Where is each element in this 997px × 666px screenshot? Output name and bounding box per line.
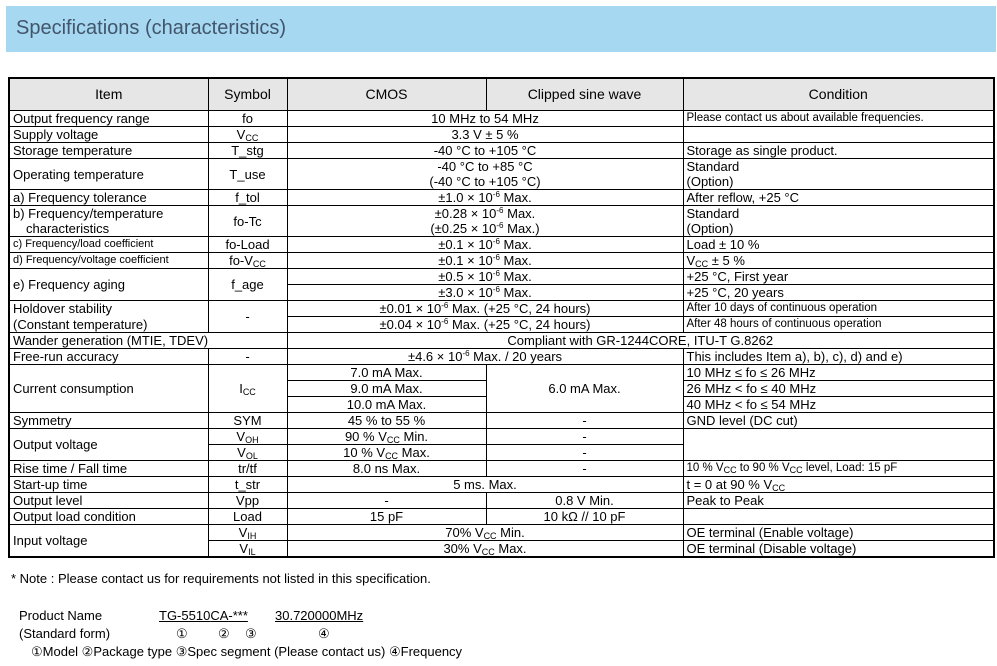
condition-suffix: level, Load: 15 pF <box>802 462 898 474</box>
symbol-cell: Load <box>208 509 287 525</box>
condition-cell <box>683 429 994 461</box>
value-text: ±0.5 × 10 <box>438 269 493 284</box>
value-cell <box>287 206 683 222</box>
symbol-cell: SYM <box>208 413 287 429</box>
value-suffix: Max. <box>494 541 527 556</box>
value-text: ±0.1 × 10 <box>438 237 493 252</box>
value-exponent: -6 <box>441 317 449 326</box>
value-text: ±3.0 × 10 <box>438 285 493 300</box>
condition-cell: (Option) <box>683 221 994 237</box>
condition-suffix: ± 5 % <box>708 253 745 268</box>
value-subscript: CC <box>385 451 399 461</box>
symbol-cell <box>208 429 287 445</box>
symbol-subscript: CC <box>245 133 259 143</box>
value-cell: -40 °C to +105 °C <box>287 143 683 159</box>
table-row <box>9 333 994 349</box>
value-exponent: -6 <box>492 269 500 278</box>
symbol-text: V <box>236 429 246 444</box>
value-suffix: Max. / 20 years <box>469 349 563 364</box>
condition-cell: (Option) <box>683 174 994 190</box>
condition-text: to 90 % V <box>736 462 790 474</box>
value-cell <box>287 285 683 301</box>
value-text: ±0.01 × 10 <box>379 301 442 316</box>
cmos-cell: - <box>287 493 486 509</box>
value-text: ±4.6 × 10 <box>407 349 463 364</box>
clipped-cell: - <box>486 445 683 461</box>
symbol-text: V <box>237 445 246 460</box>
item-cell: Output voltage <box>9 429 208 461</box>
item-cell: Free-run accuracy <box>9 349 208 365</box>
value-text: ±0.28 × 10 <box>434 206 497 221</box>
cmos-cell <box>287 445 486 461</box>
item-cell: Rise time / Fall time <box>9 461 208 477</box>
cmos-cell: 8.0 ns Max. <box>287 461 486 477</box>
symbol-text: fo-V <box>229 253 253 268</box>
condition-cell: Storage as single product. <box>683 143 994 159</box>
value-text: 90 % V <box>344 429 387 444</box>
symbol-cell: f_age <box>208 269 287 301</box>
symbol-subscript: CC <box>252 259 266 269</box>
table-row <box>9 349 994 365</box>
cmos-cell: 7.0 mA Max. <box>287 365 486 381</box>
condition-cell: +25 °C, 20 years <box>683 285 994 301</box>
condition-cell: +25 °C, First year <box>683 269 994 285</box>
symbol-cell <box>208 525 287 541</box>
condition-cell: Standard <box>683 159 994 175</box>
symbol-cell: f_tol <box>208 190 287 206</box>
value-exponent: -6 <box>492 237 500 246</box>
condition-subscript: CC <box>772 483 786 493</box>
table-row <box>9 127 994 143</box>
symbol-text: V <box>239 541 249 556</box>
condition-subscript: CC <box>789 465 803 475</box>
table-row <box>9 525 994 541</box>
marker-legend: ①Model ②Package type ③Spec segment (Please contact us) ④Frequency <box>31 644 463 659</box>
footnote: * Note : Please contact us for requirements not listed in this specification. <box>11 571 431 586</box>
table-row <box>9 301 994 317</box>
value-cell <box>287 525 683 541</box>
item-cell: Supply voltage <box>9 127 208 143</box>
marker-model: ① <box>176 626 188 641</box>
condition-cell: After reflow, +25 °C <box>683 190 994 206</box>
table-row <box>9 221 994 237</box>
value-cell <box>287 349 683 365</box>
value-text: ±1.0 × 10 <box>438 190 493 205</box>
symbol-subscript: IH <box>247 531 257 541</box>
value-suffix: Max.) <box>503 221 540 236</box>
item-cell: Output level <box>9 493 208 509</box>
condition-cell: 10 MHz ≤ fo ≤ 26 MHz <box>683 365 994 381</box>
value-text: ±0.1 × 10 <box>438 253 493 268</box>
clipped-cell: - <box>486 461 683 477</box>
symbol-cell: tr/tf <box>208 461 287 477</box>
section-title: Specifications (characteristics) <box>16 17 287 39</box>
marker-package: ② <box>218 626 230 641</box>
header-clipped-sine: Clipped sine wave <box>486 78 683 111</box>
value-cell <box>287 317 683 333</box>
value-cell: (-40 °C to +105 °C) <box>287 174 683 190</box>
value-cell <box>287 301 683 317</box>
symbol-cell: fo-Load <box>208 237 287 253</box>
condition-cell: GND level (DC cut) <box>683 413 994 429</box>
value-exponent: -6 <box>492 190 500 199</box>
cmos-cell <box>287 429 486 445</box>
condition-cell: Please contact us about available frequencies. <box>683 111 994 127</box>
part-model: TG-5510 <box>159 608 211 623</box>
table-row <box>9 429 994 445</box>
symbol-cell: fo-Tc <box>208 206 287 237</box>
symbol-cell: fo <box>208 111 287 127</box>
condition-cell: Standard <box>683 206 994 222</box>
condition-text: V <box>686 253 696 268</box>
symbol-text: I <box>239 381 243 396</box>
table-row <box>9 413 994 429</box>
spec-table <box>8 77 995 558</box>
value-suffix: Max. <box>499 190 532 205</box>
cmos-cell: 9.0 mA Max. <box>287 381 486 397</box>
condition-cell: 26 MHz < fo ≤ 40 MHz <box>683 381 994 397</box>
condition-cell: OE terminal (Disable voltage) <box>683 541 994 558</box>
symbol-subscript: CC <box>242 387 256 397</box>
value-cell <box>287 269 683 285</box>
condition-cell <box>683 509 994 525</box>
symbol-subscript: OH <box>245 435 259 445</box>
item-cell: c) Frequency/load coefficient <box>9 237 208 253</box>
clipped-cell: 10 kΩ // 10 pF <box>486 509 683 525</box>
header-symbol: Symbol <box>208 78 287 111</box>
value-cell <box>287 541 683 558</box>
item-cell: Start-up time <box>9 477 208 493</box>
value-exponent: -6 <box>492 253 500 262</box>
condition-cell <box>683 127 994 143</box>
table-row <box>9 143 994 159</box>
item-cell: Symmetry <box>9 413 208 429</box>
condition-cell: This includes Item a), b), c), d) and e) <box>683 349 994 365</box>
item-cell: a) Frequency tolerance <box>9 190 208 206</box>
table-row <box>9 477 994 493</box>
value-suffix: Max. (+25 °C, 24 hours) <box>448 317 591 332</box>
symbol-text: V <box>238 525 248 540</box>
value-exponent: -6 <box>496 221 504 230</box>
table-row <box>9 317 994 333</box>
value-suffix: Min. <box>496 525 525 540</box>
value-suffix: Max. <box>398 445 430 460</box>
value-subscript: CC <box>481 547 495 557</box>
item-cell: characteristics <box>9 221 208 237</box>
symbol-cell <box>208 445 287 461</box>
value-cell: -40 °C to +85 °C <box>287 159 683 175</box>
table-row <box>9 190 994 206</box>
item-cell: d) Frequency/voltage coefficient <box>9 253 208 269</box>
header-condition: Condition <box>683 78 994 111</box>
value-text: 70% V <box>445 525 484 540</box>
condition-text: t = 0 at 90 % V <box>686 477 773 492</box>
item-cell: Input voltage <box>9 525 208 558</box>
item-cell: Storage temperature <box>9 143 208 159</box>
table-row <box>9 365 994 381</box>
symbol-cell: T_stg <box>208 143 287 159</box>
condition-text: 10 % V <box>686 462 724 474</box>
condition-cell: After 48 hours of continuous operation <box>683 317 994 333</box>
cmos-cell: 15 pF <box>287 509 486 525</box>
table-row <box>9 461 994 477</box>
table-header-row <box>9 78 994 111</box>
symbol-cell: Vpp <box>208 493 287 509</box>
value-exponent: -6 <box>492 285 500 294</box>
value-exponent: -6 <box>462 349 470 358</box>
item-cell: Wander generation (MTIE, TDEV) <box>9 333 287 349</box>
value-suffix: Max. (+25 °C, 24 hours) <box>448 301 591 316</box>
value-cell <box>287 253 683 269</box>
table-row <box>9 111 994 127</box>
value-suffix: Max. <box>499 253 532 268</box>
symbol-cell: t_str <box>208 477 287 493</box>
condition-cell: After 10 days of continuous operation <box>683 301 994 317</box>
clipped-cell: - <box>486 429 683 445</box>
section-banner <box>6 6 996 52</box>
clipped-cell: 0.8 V Min. <box>486 493 683 509</box>
symbol-cell: T_use <box>208 159 287 190</box>
part-spec: -*** <box>228 608 248 623</box>
clipped-cell: - <box>486 413 683 429</box>
value-cell <box>287 190 683 206</box>
symbol-subscript: OL <box>245 451 258 461</box>
value-text: ±0.04 × 10 <box>379 317 442 332</box>
condition-cell: 40 MHz < fo ≤ 54 MHz <box>683 397 994 413</box>
value-suffix: Max. <box>499 285 532 300</box>
symbol-cell: - <box>208 349 287 365</box>
value-suffix: Max. <box>503 206 536 221</box>
value-suffix: Max. <box>499 269 532 284</box>
symbol-cell <box>208 541 287 558</box>
cmos-cell: 10.0 mA Max. <box>287 397 486 413</box>
condition-cell: Load ± 10 % <box>683 237 994 253</box>
item-cell: Current consumption <box>9 365 208 413</box>
item-cell: b) Frequency/temperature <box>9 206 208 222</box>
item-cell: Holdover stability <box>9 301 208 317</box>
condition-subscript: CC <box>695 259 709 269</box>
marker-spec: ③ <box>245 626 257 641</box>
value-cell <box>287 237 683 253</box>
header-item: Item <box>9 78 208 111</box>
value-exponent: -6 <box>441 301 449 310</box>
value-cell <box>287 221 683 237</box>
table-row <box>9 206 994 222</box>
table-row <box>9 237 994 253</box>
item-cell: Operating temperature <box>9 159 208 190</box>
symbol-cell <box>208 365 287 413</box>
value-text: 10 % V <box>343 445 386 460</box>
table-row <box>9 253 994 269</box>
header-cmos: CMOS <box>287 78 486 111</box>
table-row <box>9 159 994 175</box>
symbol-cell <box>208 253 287 269</box>
value-cell: 5 ms. Max. <box>287 477 683 493</box>
value-suffix: Max. <box>499 237 532 252</box>
table-row <box>9 269 994 285</box>
condition-subscript: CC <box>723 465 737 475</box>
part-package: CA <box>210 608 229 623</box>
product-name-label: Product Name <box>19 608 103 623</box>
condition-cell: OE terminal (Enable voltage) <box>683 525 994 541</box>
cmos-cell: 45 % to 55 % <box>287 413 486 429</box>
condition-cell <box>683 461 994 477</box>
value-text: 30% V <box>443 541 482 556</box>
symbol-text: V <box>236 127 246 142</box>
value-cell: Compliant with GR-1244CORE, ITU-T G.8262 <box>287 333 994 349</box>
value-cell: 3.3 V ± 5 % <box>287 127 683 143</box>
table-row <box>9 493 994 509</box>
value-cell: 10 MHz to 54 MHz <box>287 111 683 127</box>
condition-cell: Peak to Peak <box>683 493 994 509</box>
standard-form-label: (Standard form) <box>19 626 111 641</box>
condition-cell <box>683 477 994 493</box>
value-text: (±0.25 × 10 <box>430 221 497 236</box>
item-cell: e) Frequency aging <box>9 269 208 301</box>
item-cell: Output load condition <box>9 509 208 525</box>
item-cell: Output frequency range <box>9 111 208 127</box>
marker-frequency: ④ <box>318 626 330 641</box>
symbol-subscript: IL <box>248 547 256 557</box>
symbol-cell: - <box>208 301 287 333</box>
part-number <box>159 608 248 623</box>
value-suffix: Min. <box>399 429 429 444</box>
condition-cell <box>683 253 994 269</box>
value-subscript: CC <box>483 531 497 541</box>
symbol-cell <box>208 127 287 143</box>
item-cell: (Constant temperature) <box>9 317 208 333</box>
part-frequency: 30.720000MHz <box>275 608 364 623</box>
clipped-cell: 6.0 mA Max. <box>486 365 683 413</box>
table-row <box>9 509 994 525</box>
value-subscript: CC <box>386 435 400 445</box>
value-exponent: -6 <box>496 206 504 215</box>
